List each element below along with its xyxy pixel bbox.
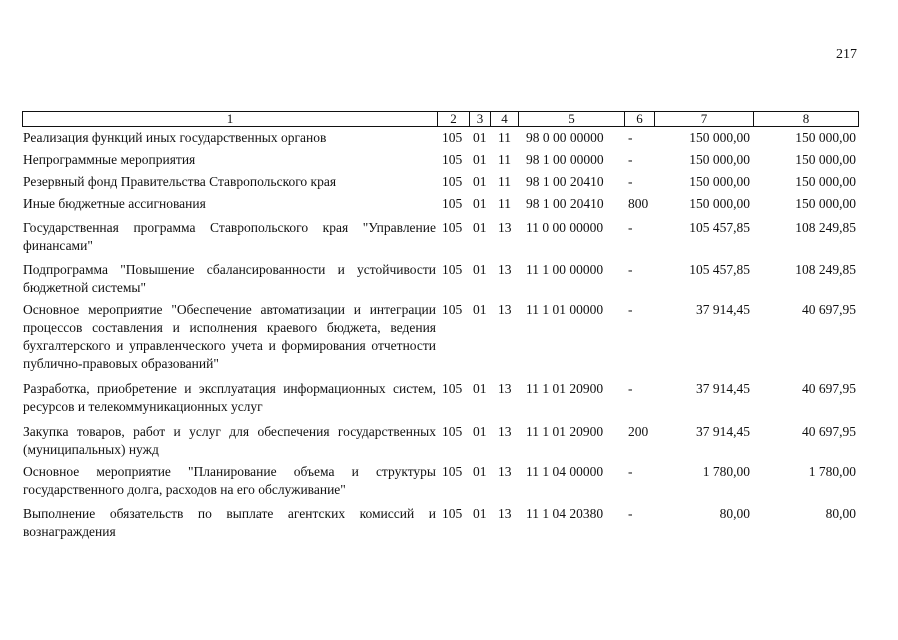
row-code-6: -: [628, 174, 633, 189]
row-code-6: -: [628, 262, 633, 277]
row-code-5: 11 1 01 00000: [526, 302, 604, 317]
row-amount-7: 1 780,00: [702, 464, 750, 479]
row-name: Закупка товаров, работ и услуг для обеспечения государственных (муниципальных) нужд: [23, 424, 436, 457]
row-code-2: 105: [442, 506, 463, 521]
row-code-6: -: [628, 220, 633, 235]
header-cell-8: 8: [753, 111, 859, 127]
row-amount-8: 40 697,95: [802, 381, 856, 396]
row-code-4: 13: [498, 302, 512, 317]
header-cell-7: 7: [654, 111, 754, 127]
row-code-4: 11: [498, 152, 511, 167]
header-cell-2: 2: [437, 111, 470, 127]
row-code-3: 01: [473, 424, 487, 439]
row-code-4: 11: [498, 130, 511, 145]
row-name: Выполнение обязательств по выплате агентских комиссий и вознаграждения: [23, 506, 436, 539]
row-code-5: 11 1 01 20900: [526, 424, 604, 439]
row-code-3: 01: [473, 464, 487, 479]
row-amount-7: 37 914,45: [696, 381, 750, 396]
row-code-6: -: [628, 506, 633, 521]
header-cell-6: 6: [624, 111, 655, 127]
row-amount-7: 37 914,45: [696, 302, 750, 317]
row-code-6: -: [628, 464, 633, 479]
row-code-3: 01: [473, 262, 487, 277]
row-code-6: -: [628, 152, 633, 167]
row-amount-8: 150 000,00: [795, 152, 856, 167]
row-amount-7: 105 457,85: [689, 262, 750, 277]
row-amount-8: 1 780,00: [808, 464, 856, 479]
row-amount-7: 150 000,00: [689, 174, 750, 189]
row-code-4: 13: [498, 464, 512, 479]
row-code-2: 105: [442, 152, 463, 167]
row-code-5: 11 1 01 20900: [526, 381, 604, 396]
row-amount-8: 80,00: [825, 506, 856, 521]
row-code-5: 11 1 00 00000: [526, 262, 604, 277]
row-name: Реализация функций иных государственных органов: [23, 130, 327, 145]
row-code-5: 98 1 00 20410: [526, 196, 604, 211]
row-code-4: 11: [498, 174, 511, 189]
row-code-4: 13: [498, 262, 512, 277]
header-cell-1: 1: [22, 111, 438, 127]
row-code-2: 105: [442, 174, 463, 189]
row-name: Резервный фонд Правительства Ставропольского края: [23, 174, 337, 189]
row-name: Основное мероприятие "Обеспечение автоматизации и интеграции процессов составления и исполнения краевого бюджета, ведения бухгалтерского и управленческого учета и формирования отчетности публично-правовых образований": [23, 302, 436, 371]
row-code-4: 13: [498, 381, 512, 396]
page-number: 217: [836, 47, 857, 62]
row-name: Иные бюджетные ассигнования: [23, 196, 206, 211]
row-amount-8: 40 697,95: [802, 424, 856, 439]
row-code-3: 01: [473, 174, 487, 189]
row-code-5: 98 0 00 00000: [526, 130, 604, 145]
row-amount-8: 150 000,00: [795, 174, 856, 189]
row-code-4: 13: [498, 220, 512, 235]
row-code-3: 01: [473, 506, 487, 521]
row-code-2: 105: [442, 220, 463, 235]
row-code-4: 13: [498, 506, 512, 521]
row-amount-8: 150 000,00: [795, 196, 856, 211]
row-amount-7: 150 000,00: [689, 130, 750, 145]
row-name: Подпрограмма "Повышение сбалансированности и устойчивости бюджетной системы": [23, 262, 436, 295]
row-code-6: 800: [628, 196, 649, 211]
row-code-2: 105: [442, 262, 463, 277]
row-amount-8: 150 000,00: [795, 130, 856, 145]
row-name: Разработка, приобретение и эксплуатация информационных систем, ресурсов и телекоммуникационных услуг: [23, 381, 436, 414]
row-amount-7: 37 914,45: [696, 424, 750, 439]
row-code-5: 98 1 00 00000: [526, 152, 604, 167]
row-amount-7: 80,00: [719, 506, 750, 521]
row-name: Государственная программа Ставропольского края "Управление финансами": [23, 220, 436, 253]
row-code-4: 13: [498, 424, 512, 439]
row-code-2: 105: [442, 130, 463, 145]
row-code-3: 01: [473, 196, 487, 211]
header-cell-3: 3: [469, 111, 491, 127]
row-amount-8: 108 249,85: [795, 220, 856, 235]
row-amount-8: 108 249,85: [795, 262, 856, 277]
row-code-2: 105: [442, 424, 463, 439]
row-name: Непрограммные мероприятия: [23, 152, 196, 167]
row-code-6: -: [628, 130, 633, 145]
row-code-3: 01: [473, 152, 487, 167]
row-code-3: 01: [473, 381, 487, 396]
row-code-3: 01: [473, 130, 487, 145]
row-code-2: 105: [442, 464, 463, 479]
row-code-5: 98 1 00 20410: [526, 174, 604, 189]
row-code-2: 105: [442, 381, 463, 396]
row-code-5: 11 0 00 00000: [526, 220, 604, 235]
header-cell-5: 5: [518, 111, 625, 127]
row-code-2: 105: [442, 196, 463, 211]
row-code-6: -: [628, 381, 633, 396]
row-code-2: 105: [442, 302, 463, 317]
row-amount-7: 150 000,00: [689, 152, 750, 167]
row-code-6: 200: [628, 424, 649, 439]
row-code-6: -: [628, 302, 633, 317]
row-amount-7: 150 000,00: [689, 196, 750, 211]
row-code-3: 01: [473, 220, 487, 235]
row-amount-7: 105 457,85: [689, 220, 750, 235]
row-code-3: 01: [473, 302, 487, 317]
row-name: Основное мероприятие "Планирование объема и структуры государственного долга, расходов на его обслуживание": [23, 464, 436, 497]
row-code-5: 11 1 04 20380: [526, 506, 604, 521]
header-cell-4: 4: [490, 111, 519, 127]
row-code-4: 11: [498, 196, 511, 211]
row-amount-8: 40 697,95: [802, 302, 856, 317]
row-code-5: 11 1 04 00000: [526, 464, 604, 479]
